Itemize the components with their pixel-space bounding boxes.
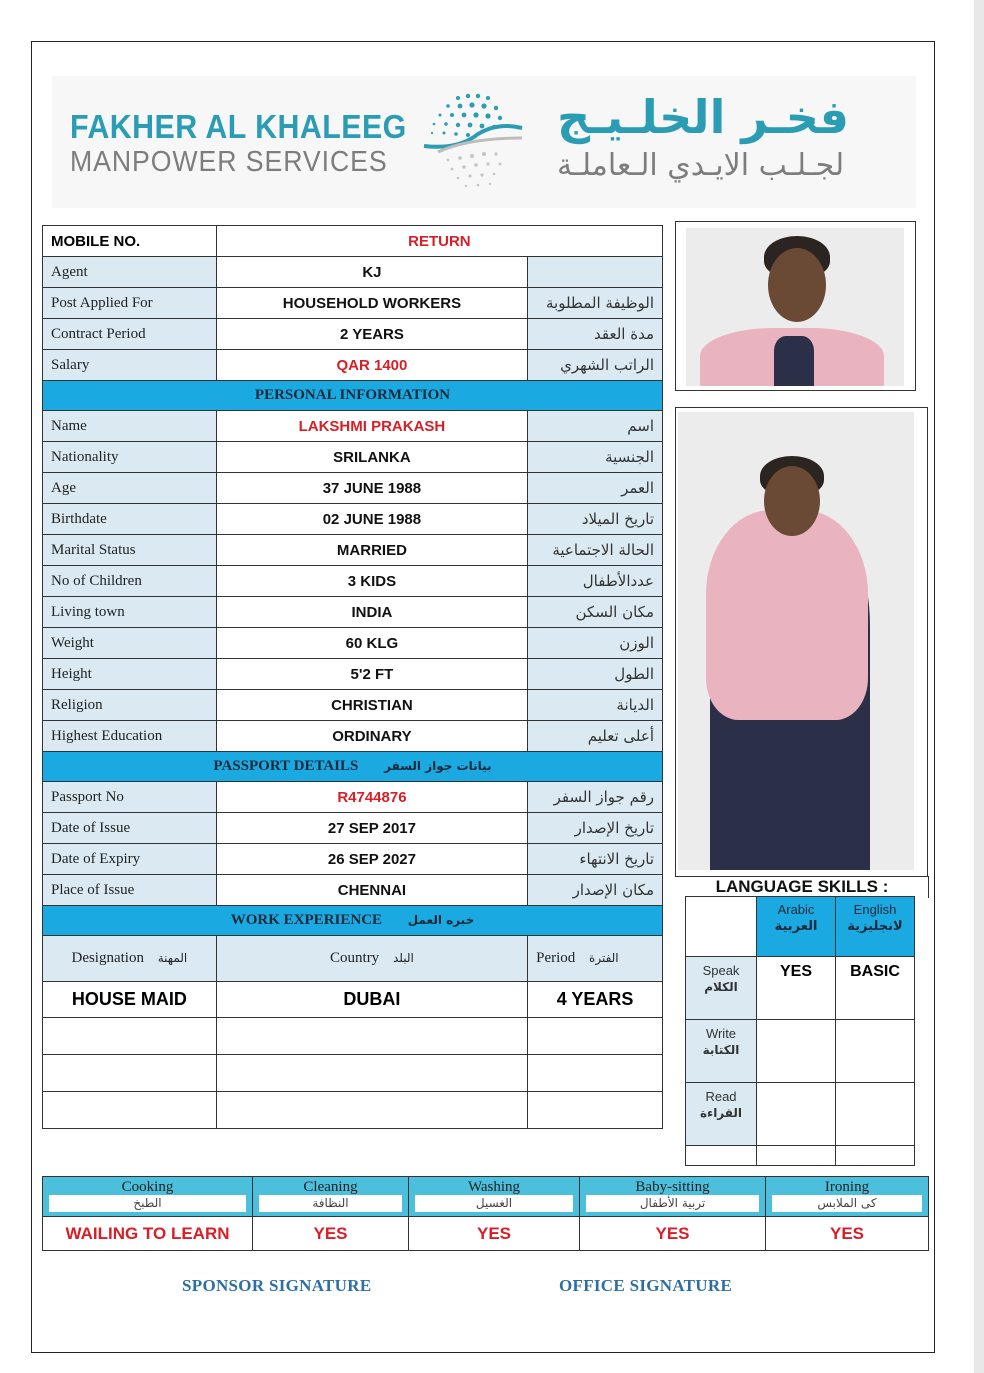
age-value: 37 JUNE 1988 [216,473,527,504]
religion-label-ar: الديانة [528,690,663,721]
children-label: No of Children [43,566,217,597]
name-label: Name [43,411,217,442]
marital-value: MARRIED [216,535,527,566]
table-row [43,813,663,844]
skills-value-row [43,1217,929,1251]
washing-label-ar: الغسيل [415,1195,573,1212]
english-column-header [836,897,915,957]
washing-value: YES [409,1217,580,1251]
mobile-row [43,226,663,257]
table-row [43,597,663,628]
arabic-column-header [757,897,836,957]
expiry-date-value: 26 SEP 2027 [216,844,527,875]
read-label: Read [705,1089,737,1104]
work-title: WORK EXPERIENCE [230,912,383,928]
country-header-ar: البلد [392,951,414,965]
write-label: Write [705,1026,737,1041]
living-town-label-ar: مكان السكن [528,597,663,628]
passport-title: PASSPORT DETAILS [213,758,359,774]
table-row [43,504,663,535]
skill-washing-header [409,1177,580,1217]
cooking-label: Cooking [121,1179,174,1195]
work-designation: HOUSE MAID [43,982,217,1018]
country-header: Country [330,950,380,966]
speak-arabic-value: YES [757,957,836,1020]
cooking-label-ar: الطبخ [49,1195,246,1212]
table-row [43,411,663,442]
name-value: LAKSHMI PRAKASH [216,411,527,442]
place-of-issue-value: CHENNAI [216,875,527,906]
mobile-value: RETURN [216,226,662,257]
applicant-photo-full [675,407,928,877]
living-town-value: INDIA [216,597,527,628]
mobile-label: MOBILE NO. [43,226,217,257]
work-empty-row [43,1055,663,1092]
arabic-label: Arabic [777,902,815,917]
office-signature-label: OFFICE SIGNATURE [559,1276,733,1295]
weight-label: Weight [43,628,217,659]
passport-no-label-ar: رقم جواز السفر [528,782,663,813]
place-of-issue-label: Place of Issue [43,875,217,906]
ironing-value: YES [766,1217,929,1251]
language-row-write [686,1020,915,1083]
babysitting-label: Baby-sitting [635,1179,710,1195]
cleaning-label-ar: النظافة [259,1195,402,1212]
agent-value: KJ [216,257,527,288]
speak-english-value: BASIC [836,957,915,1020]
company-tagline-en: MANPOWER SERVICES [70,146,388,178]
table-row [43,628,663,659]
post-value: HOUSEHOLD WORKERS [216,288,527,319]
work-period: 4 YEARS [528,982,663,1018]
height-value: 5'2 FT [216,659,527,690]
table-row [43,535,663,566]
age-label-ar: العمر [528,473,663,504]
post-label: Post Applied For [43,288,217,319]
work-empty-row [43,1018,663,1055]
table-row [43,690,663,721]
work-columns-header [43,936,663,982]
globe-dots-logo-icon [418,88,530,192]
contract-label: Contract Period [43,319,217,350]
language-spacer-row [686,1146,915,1166]
work-country: DUBAI [216,982,527,1018]
living-town-label: Living town [43,597,217,628]
nationality-label: Nationality [43,442,217,473]
birthdate-label-ar: تاريخ الميلاد [528,504,663,535]
agent-label-ar [528,257,663,288]
salary-value: QAR 1400 [216,350,527,381]
height-label-ar: الطول [528,659,663,690]
table-row [43,257,663,288]
table-row [43,442,663,473]
height-label: Height [43,659,217,690]
religion-label: Religion [43,690,217,721]
place-of-issue-label-ar: مكان الإصدار [528,875,663,906]
company-tagline-ar: لجـلـب الايـدي الـعاملـة [557,148,845,183]
company-name-ar: فخـر الخلـيـج [557,90,849,144]
read-label-ar: القراءة [699,1106,743,1120]
speak-label: Speak [702,963,740,978]
language-row-read [686,1083,915,1146]
designation-header: Designation [71,950,144,966]
section-header-personal [43,381,663,411]
salary-label-ar: الراتب الشهري [528,350,663,381]
cleaning-label: Cleaning [303,1179,358,1195]
skill-cleaning-header [253,1177,409,1217]
agent-label: Agent [43,257,217,288]
section-header-passport [43,752,663,782]
cleaning-value: YES [253,1217,409,1251]
table-row [43,473,663,504]
table-row [43,319,663,350]
passport-no-value: R4744876 [216,782,527,813]
contract-label-ar: مدة العقد [528,319,663,350]
write-english-value [836,1020,915,1083]
skill-babysitting-header [580,1177,766,1217]
language-skills-title: LANGUAGE SKILLS : [676,876,929,898]
language-header-row [686,897,915,957]
name-label-ar: اسم [528,411,663,442]
applicant-photo-portrait [675,221,916,391]
children-label-ar: عددالأطفال [528,566,663,597]
applicant-info-table [42,225,663,1129]
read-english-value [836,1083,915,1146]
write-label-ar: الكتابة [702,1043,740,1057]
post-label-ar: الوظيفة المطلوبة [528,288,663,319]
nationality-label-ar: الجنسية [528,442,663,473]
table-row [43,721,663,752]
issue-date-label-ar: تاريخ الإصدار [528,813,663,844]
table-row [43,566,663,597]
sponsor-signature-label: SPONSOR SIGNATURE [182,1276,372,1295]
weight-value: 60 KLG [216,628,527,659]
skill-cooking-header [43,1177,253,1217]
salary-label: Salary [43,350,217,381]
section-header-work [43,906,663,936]
english-label-ar: لانجليزية [847,919,903,934]
company-name-en: FAKHER AL KHALEEG [70,108,407,145]
english-label: English [853,902,897,917]
babysitting-value: YES [580,1217,766,1251]
table-row [43,782,663,813]
issue-date-value: 27 SEP 2017 [216,813,527,844]
expiry-date-label: Date of Expiry [43,844,217,875]
nationality-value: SRILANKA [216,442,527,473]
work-title-ar: خبره العمل [407,913,475,927]
weight-label-ar: الوزن [528,628,663,659]
passport-no-label: Passport No [43,782,217,813]
washing-label: Washing [467,1179,521,1195]
speak-label-ar: الكلام [704,980,738,994]
birthdate-value: 02 JUNE 1988 [216,504,527,535]
period-header: Period [536,950,576,966]
language-skills-table [685,896,915,1166]
read-arabic-value [757,1083,836,1146]
expiry-date-label-ar: تاريخ الانتهاء [528,844,663,875]
work-entry-row [43,982,663,1018]
education-label: Highest Education [43,721,217,752]
work-empty-row [43,1092,663,1129]
birthdate-label: Birthdate [43,504,217,535]
period-header-ar: الفترة [589,951,619,965]
language-row-speak [686,957,915,1020]
cooking-value: WAILING TO LEARN [43,1217,253,1251]
table-row [43,288,663,319]
marital-label-ar: الحالة الاجتماعية [528,535,663,566]
table-row [43,875,663,906]
contract-value: 2 YEARS [216,319,527,350]
religion-value: CHRISTIAN [216,690,527,721]
skills-header-row [43,1177,929,1217]
education-value: ORDINARY [216,721,527,752]
photo-image [678,412,914,870]
children-value: 3 KIDS [216,566,527,597]
marital-label: Marital Status [43,535,217,566]
skills-table [42,1176,929,1251]
age-label: Age [43,473,217,504]
table-row [43,844,663,875]
babysitting-label-ar: تربية الأطفال [586,1195,759,1212]
passport-title-ar: بيانات جواز السفر [384,759,492,773]
write-arabic-value [757,1020,836,1083]
arabic-label-ar: العربية [774,919,818,934]
designation-header-ar: المهنة [157,951,188,965]
skill-ironing-header [766,1177,929,1217]
photo-image [686,228,904,386]
ironing-label-ar: كى الملابس [772,1195,922,1212]
company-logo-banner [52,76,916,208]
table-row [43,350,663,381]
education-label-ar: أعلى تعليم [528,721,663,752]
page-edge-strip [974,0,984,1373]
issue-date-label: Date of Issue [43,813,217,844]
personal-info-title: PERSONAL INFORMATION [43,381,663,411]
table-row [43,659,663,690]
ironing-label: Ironing [824,1179,870,1195]
